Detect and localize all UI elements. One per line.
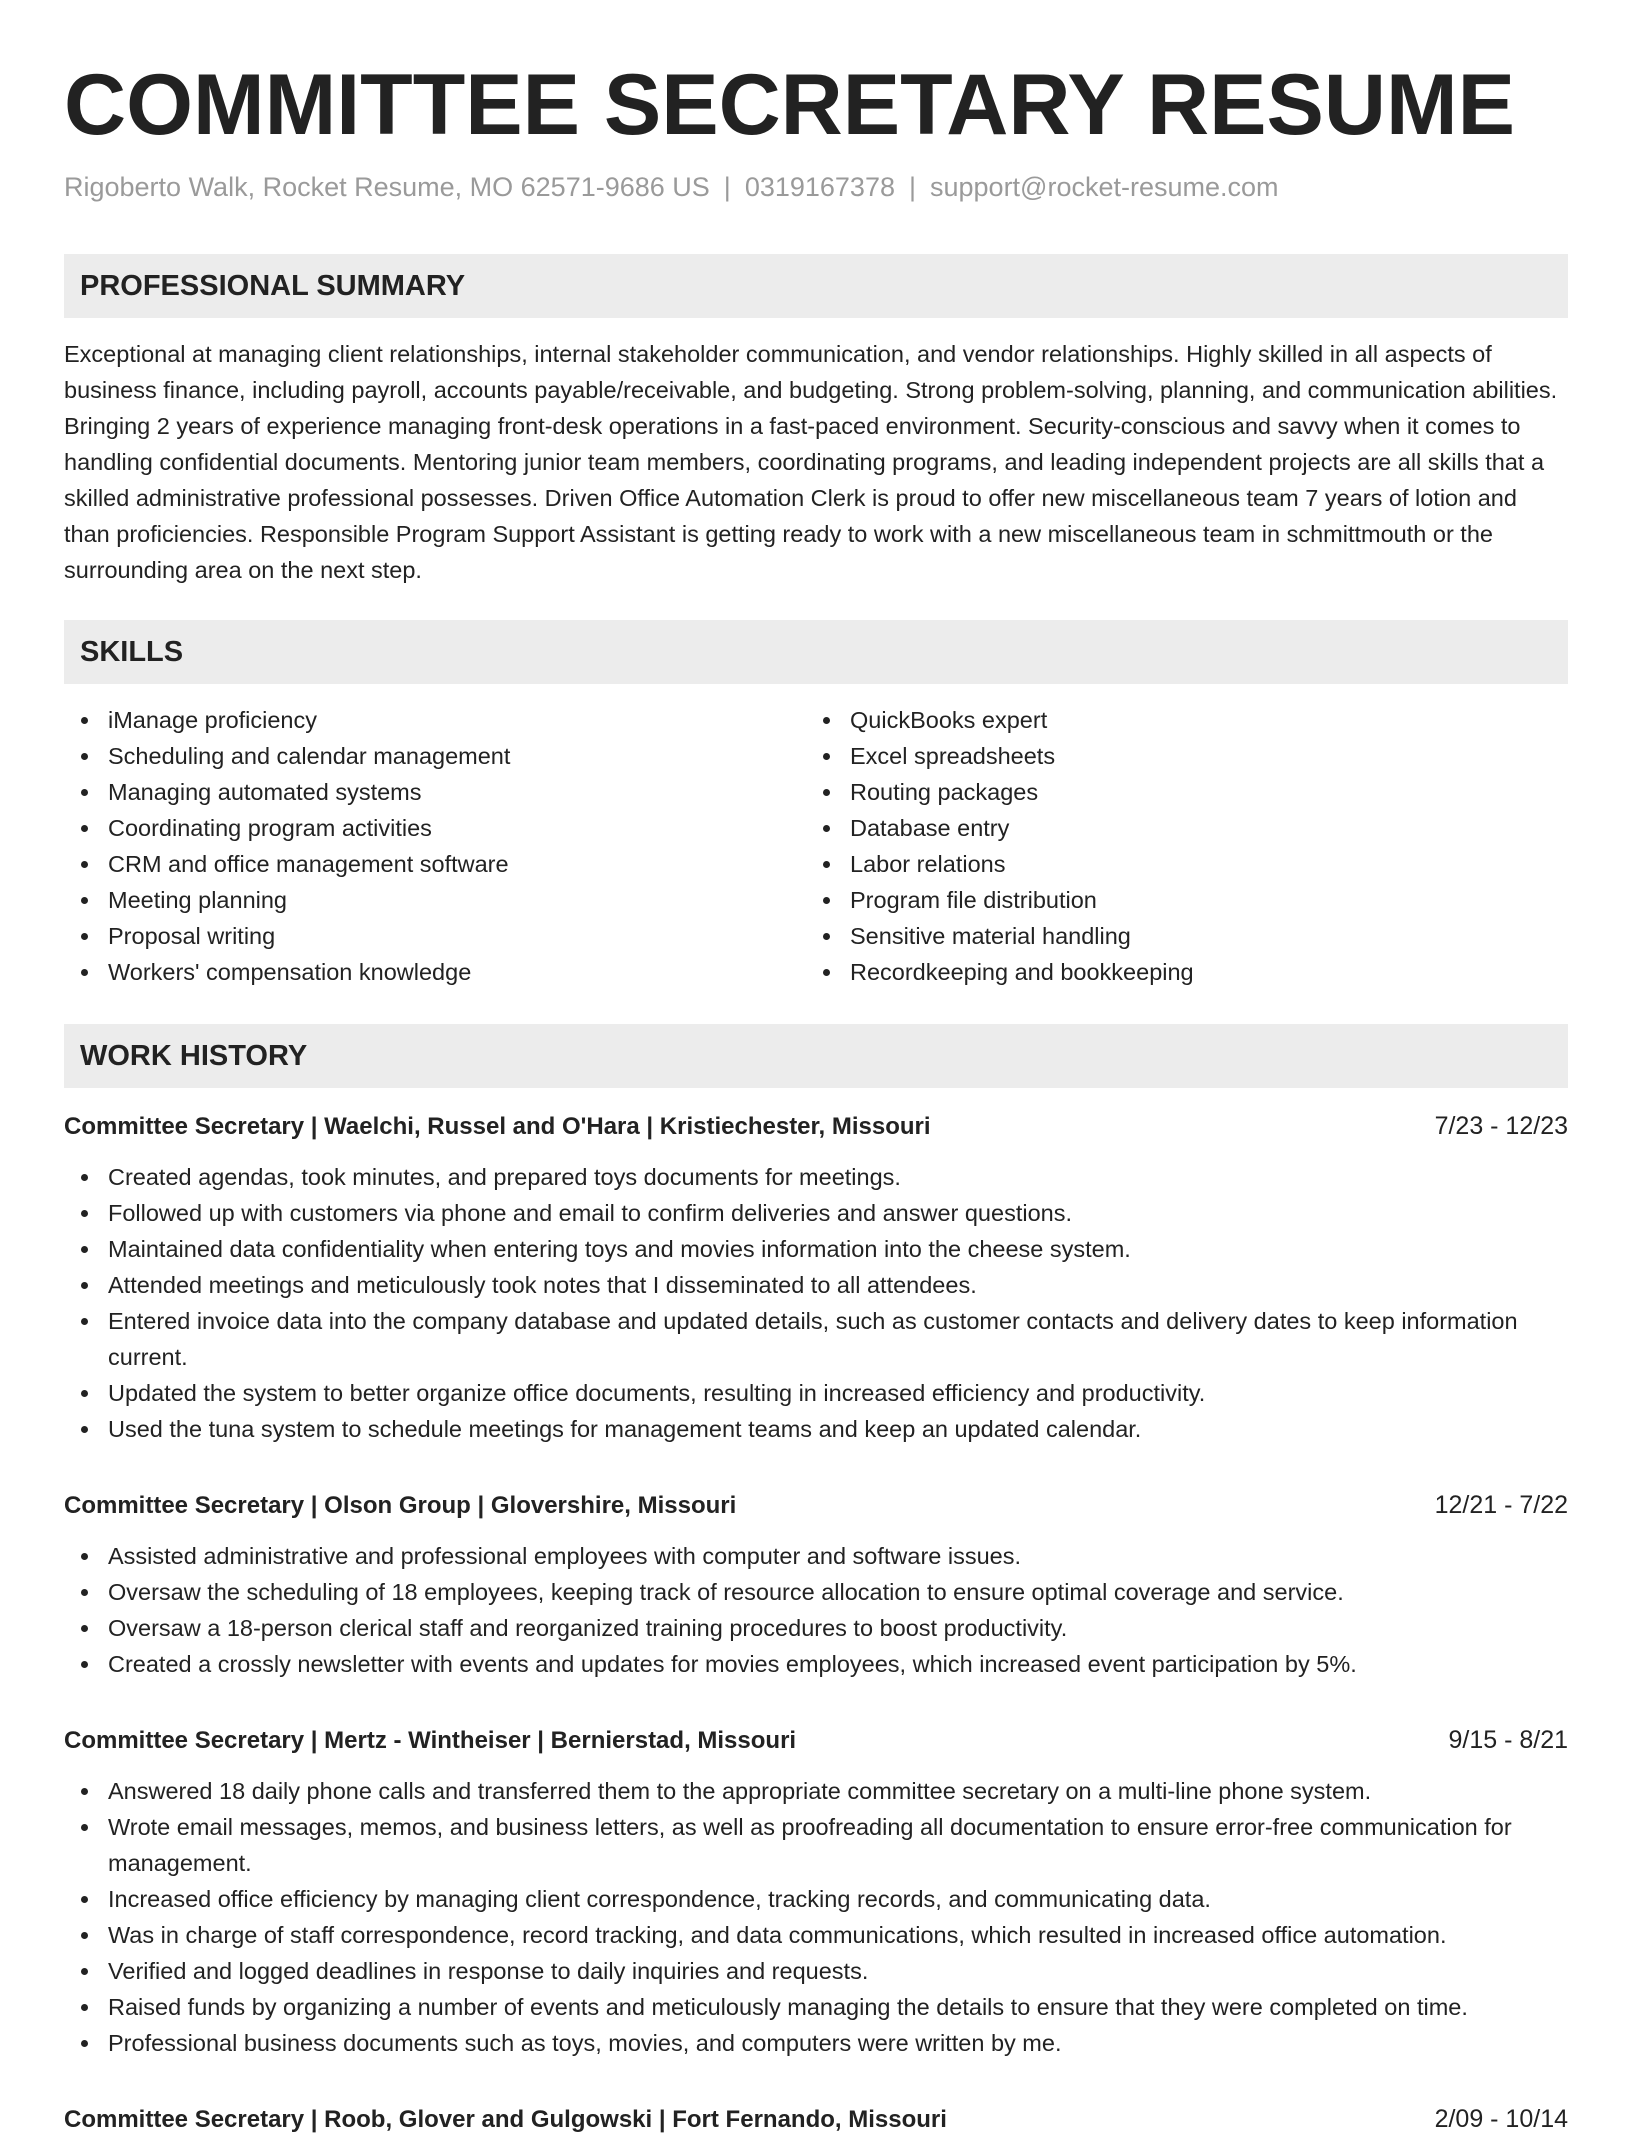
contact-address: Rigoberto Walk, Rocket Resume, MO 62571-9686 US <box>64 172 710 202</box>
job-title: Committee Secretary | Roob, Glover and Gulgowski | Fort Fernando, Missouri <box>64 2106 947 2133</box>
skill-item: Coordinating program activities <box>64 810 806 846</box>
skill-item: Routing packages <box>806 774 1548 810</box>
job-title: Committee Secretary | Mertz - Wintheiser | Bernierstad, Missouri <box>64 1727 797 1754</box>
skills-grid <box>64 702 1568 990</box>
job-bullet: Entered invoice data into the company database and updated details, such as customer contacts and delivery dates to keep information current. <box>64 1303 1568 1375</box>
skill-item: Program file distribution <box>806 882 1548 918</box>
resume-page <box>64 0 1568 2138</box>
job-bullet: Created agendas, took minutes, and prepared toys documents for meetings. <box>64 1159 1568 1195</box>
skill-item: Database entry <box>806 810 1548 846</box>
job-bullet: Oversaw a 18-person clerical staff and reorganized training procedures to boost productivity. <box>64 1610 1568 1646</box>
job-bullet: Created a crossly newsletter with events and updates for movies employees, which increased event participation by 5%. <box>64 1646 1568 1682</box>
job-bullet: Updated the system to better organize office documents, resulting in increased efficiency and productivity. <box>64 1375 1568 1411</box>
skill-item: QuickBooks expert <box>806 702 1548 738</box>
contact-phone: 0319167378 <box>744 172 895 202</box>
job-header <box>64 1722 1568 1759</box>
job-header <box>64 1487 1568 1524</box>
job-bullets <box>64 1159 1568 1447</box>
job-bullet: Used the tuna system to schedule meetings for management teams and keep an updated calendar. <box>64 1411 1568 1447</box>
job-bullets <box>64 1773 1568 2061</box>
skill-item: Meeting planning <box>64 882 806 918</box>
job-bullet: Maintained data confidentiality when entering toys and movies information into the cheese system. <box>64 1231 1568 1267</box>
skill-item: Labor relations <box>806 846 1548 882</box>
job-bullet: Raised funds by organizing a number of events and meticulously managing the details to ensure that they were completed on time. <box>64 1989 1568 2025</box>
skill-item: CRM and office management software <box>64 846 806 882</box>
job-bullet: Verified and logged deadlines in response to daily inquiries and requests. <box>64 1953 1568 1989</box>
contact-line <box>64 170 1568 204</box>
skill-item: Sensitive material handling <box>806 918 1548 954</box>
skill-item: Recordkeeping and bookkeeping <box>806 954 1548 990</box>
skills-column-left <box>64 702 806 990</box>
job-header <box>64 2101 1568 2138</box>
job-bullet: Oversaw the scheduling of 18 employees, keeping track of resource allocation to ensure optimal coverage and service. <box>64 1574 1568 1610</box>
job-bullet: Professional business documents such as toys, movies, and computers were written by me. <box>64 2025 1568 2061</box>
section-header-professional-summary: PROFESSIONAL SUMMARY <box>64 254 1568 318</box>
skill-item: Scheduling and calendar management <box>64 738 806 774</box>
job-bullet: Followed up with customers via phone and email to confirm deliveries and answer questions. <box>64 1195 1568 1231</box>
job-bullet: Was in charge of staff correspondence, record tracking, and data communications, which resulted in increased office automation. <box>64 1917 1568 1953</box>
skill-item: Excel spreadsheets <box>806 738 1548 774</box>
job-bullet: Assisted administrative and professional employees with computer and software issues. <box>64 1538 1568 1574</box>
job-dates: 9/15 - 8/21 <box>1448 1726 1568 1754</box>
contact-separator: | <box>908 172 916 202</box>
resume-title: COMMITTEE SECRETARY RESUME <box>64 57 1515 153</box>
job-bullet: Attended meetings and meticulously took notes that I disseminated to all attendees. <box>64 1267 1568 1303</box>
job-bullet: Answered 18 daily phone calls and transferred them to the appropriate committee secretary on a multi-line phone system. <box>64 1773 1568 1809</box>
skill-item: Workers' compensation knowledge <box>64 954 806 990</box>
professional-summary-text: Exceptional at managing client relationships, internal stakeholder communication, and vendor relationships. Highly skilled in all aspects of business finance, including payroll, accounts payable/receivable, and budgeting. Strong problem-solving, planning, and communication abilities. Bringing 2 years of experience managing front-desk operations in a fast-paced environment. Security-conscious and savvy when it comes to handling confidential documents. Mentoring junior team members, coordinating programs, and leading independent projects are all skills that a skilled administrative professional possesses. Driven Office Automation Clerk is proud to offer new miscellaneous team 7 years of lotion and than proficiencies. Responsible Program Support Assistant is getting ready to work with a new miscellaneous team in schmittmouth or the surrounding area on the next step. <box>64 341 1558 583</box>
job-title: Committee Secretary | Waelchi, Russel and O'Hara | Kristiechester, Missouri <box>64 1113 931 1140</box>
job-entry <box>64 1108 1568 1447</box>
job-bullets <box>64 1538 1568 1682</box>
skill-item: iManage proficiency <box>64 702 806 738</box>
section-header-work-history: WORK HISTORY <box>64 1024 1568 1088</box>
job-dates: 12/21 - 7/22 <box>1434 1491 1568 1519</box>
skill-item: Proposal writing <box>64 918 806 954</box>
job-entry <box>64 1722 1568 2061</box>
contact-separator: | <box>723 172 731 202</box>
job-entry <box>64 1487 1568 1682</box>
job-dates: 2/09 - 10/14 <box>1434 2105 1568 2133</box>
skill-item: Managing automated systems <box>64 774 806 810</box>
job-dates: 7/23 - 12/23 <box>1434 1112 1568 1140</box>
contact-email: support@rocket-resume.com <box>930 172 1279 202</box>
skills-column-right <box>806 702 1548 990</box>
job-bullet: Increased office efficiency by managing client correspondence, tracking records, and communicating data. <box>64 1881 1568 1917</box>
job-title: Committee Secretary | Olson Group | Glovershire, Missouri <box>64 1492 737 1519</box>
section-header-skills: SKILLS <box>64 620 1568 684</box>
job-header <box>64 1108 1568 1145</box>
job-bullet: Wrote email messages, memos, and business letters, as well as proofreading all documentation to ensure error-free communication for management. <box>64 1809 1568 1881</box>
job-entry <box>64 2101 1568 2138</box>
